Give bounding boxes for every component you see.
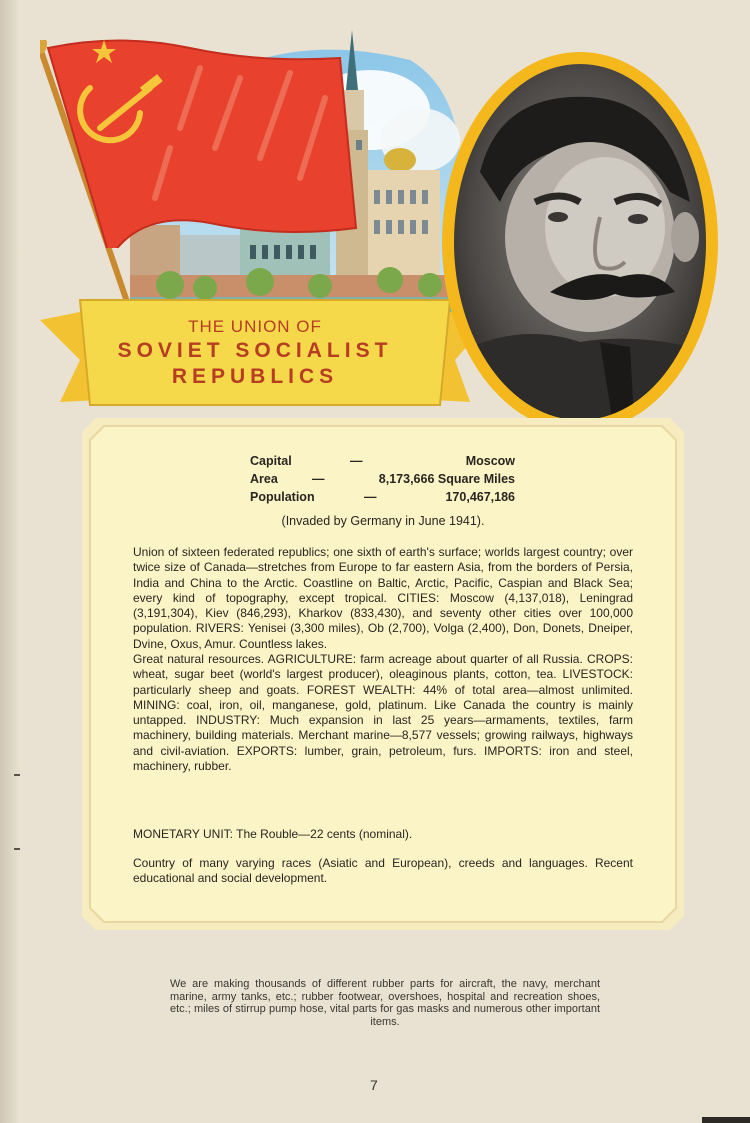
- paragraph-monetary-unit: MONETARY UNIT: The Rouble—22 cents (nominal).: [133, 827, 413, 841]
- fact-dash: —: [350, 454, 363, 468]
- paragraph-population: Country of many varying races (Asiatic and European), creeds and languages. Recent educational and social development.: [133, 856, 633, 886]
- leader-portrait: [440, 52, 720, 437]
- country-facts: [250, 452, 515, 506]
- fact-value: Moscow: [465, 454, 515, 468]
- paragraph-resources: Great natural resources. AGRICULTURE: farm acreage about quarter of all Russia. CROPS: wheat, sugar beet (world's largest producer), oleaginous plants, cotton, tea. LIVESTOCK: particularly sheep and goats. FOREST WEALTH: 44% of total area—almost unlimited. MINING: coal, iron, oil, manganese, gold, platinum. Like Canada the country is mainly untapped. INDUSTRY: Much expansion in last 25 years—armaments, textiles, farm machinery, building materials. Merchant marine—8,577 vessels; growing railways, highways and civil-aviation. EXPORTS: lumber, grain, petroleum, furs. IMPORTS: iron and steel, machinery, rubber.: [133, 652, 633, 774]
- page-number: 7: [370, 1077, 378, 1093]
- fact-area: [250, 470, 515, 488]
- title-line-1: THE UNION OF: [188, 317, 322, 336]
- scan-mark: [14, 848, 20, 850]
- fact-capital: [250, 452, 515, 470]
- title-line-3: REPUBLICS: [171, 365, 339, 388]
- soviet-flag: [40, 28, 370, 248]
- footer-note: We are making thousands of different rubber parts for aircraft, the navy, merchant marine, army tanks, etc.; rubber footwear, overshoes, hospital and recreation shoes, etc.; miles of stirrup pump hose, vital parts for gas masks and numerous other important items.: [170, 978, 600, 1028]
- scan-corner-mark: [702, 1117, 750, 1123]
- fact-population: [250, 488, 515, 506]
- scan-mark: [14, 774, 20, 776]
- invasion-note: (Invaded by Germany in June 1941).: [281, 514, 485, 528]
- fact-label: Capital: [250, 454, 292, 468]
- fact-value: 8,173,666 Square Miles: [378, 472, 515, 486]
- paragraph-geography: Union of sixteen federated republics; one sixth of earth's surface; worlds largest country; over twice size of Canada—stretches from Europe to far eastern Asia, from the borders of Persia, India and China to the Arctic. Coastline on Baltic, Arctic, Pacific, Caspian and Black Sea; every kind of topography, except tropical. CITIES: Moscow (4,137,018), Leningrad (3,191,304), Kiev (846,293), Kharkov (833,430), and seventy other cities over 100,000 population. RIVERS: Yenisei (3,300 miles), Ob (2,700), Volga (2,400), Don, Donets, Dneiper, Dvine, Oxus, Amur. Countless lakes.: [133, 545, 633, 651]
- fact-dash: —: [312, 472, 325, 486]
- fact-label: Population: [250, 490, 315, 504]
- page-binding-edge: [0, 0, 20, 1123]
- country-title: [95, 316, 415, 390]
- fact-value: 170,467,186: [445, 490, 515, 504]
- fact-label: Area: [250, 472, 278, 486]
- title-line-2: SOVIET SOCIALIST: [117, 339, 393, 362]
- fact-dash: —: [364, 490, 377, 504]
